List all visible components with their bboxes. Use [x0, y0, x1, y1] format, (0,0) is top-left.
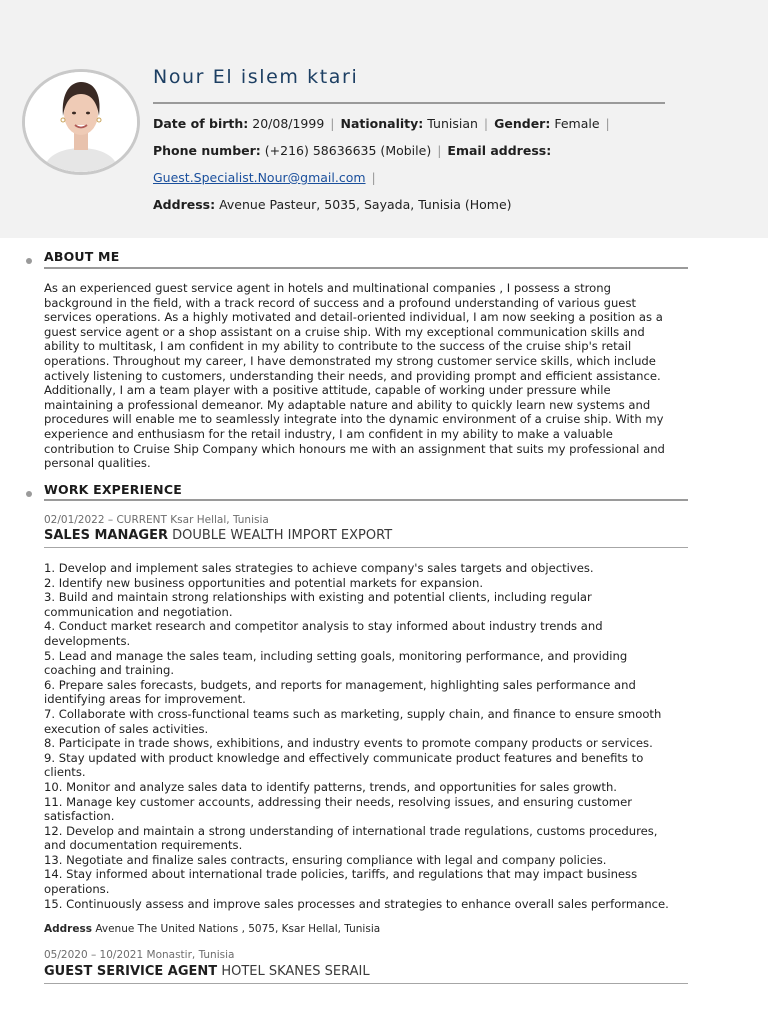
- duty-line: 6. Prepare sales forecasts, budgets, and reports for management, highlighting sales performance and: [44, 677, 636, 692]
- job-divider: [44, 983, 688, 984]
- about-section-title: ABOUT ME: [44, 249, 120, 264]
- duty-line: and documentation requirements.: [44, 838, 243, 853]
- job-company: HOTEL SKANES SERAIL: [221, 964, 370, 979]
- duty-line: 12. Develop and maintain a strong understanding of international trade regulations, customs procedures,: [44, 823, 658, 838]
- dob-label: Date of birth:: [153, 116, 249, 131]
- candidate-name: Nour El islem ktari: [153, 66, 359, 88]
- about-line: procedures will enable me to seamlessly integrate into the dynamic environment of a cruise ship. With my: [44, 412, 664, 427]
- address-label: Address:: [153, 197, 216, 212]
- gender-label: Gender:: [494, 116, 551, 131]
- profile-header: [0, 0, 768, 238]
- phone-value: (+216) 58636635 (Mobile): [264, 143, 432, 158]
- separator: |: [605, 116, 610, 131]
- about-line: guest service agent or a shop assistant on a cruise ship. With my exceptional communication skills and: [44, 324, 645, 339]
- personal-details-row: [153, 116, 616, 131]
- job-role: GUEST SERIVICE AGENT: [44, 964, 218, 979]
- duty-line: 14. Stay informed about international trade policies, tariffs, and regulations that may impact business: [44, 867, 638, 882]
- about-line: personal qualities.: [44, 456, 151, 471]
- duty-line: coaching and training.: [44, 663, 175, 678]
- job-title: [44, 528, 392, 543]
- about-line: maintaining a professional demeanor. My adaptable nature and ability to quickly learn new systems and: [44, 397, 651, 412]
- duty-line: clients.: [44, 765, 86, 780]
- dob-value: 20/08/1999: [252, 116, 325, 131]
- duty-line: 13. Negotiate and finalize sales contracts, ensuring compliance with legal and company policies.: [44, 852, 607, 867]
- about-divider: [44, 267, 688, 269]
- duty-line: 7. Collaborate with cross-functional teams such as marketing, supply chain, and finance to ensure smooth: [44, 706, 662, 721]
- about-line: Additionally, I am a team player with a positive attitude, capable of working under pressure while: [44, 383, 611, 398]
- about-line: actively listening to customers, understanding their needs, and providing prompt and efficient assistance.: [44, 368, 661, 383]
- duty-line: 11. Manage key customer accounts, addressing their needs, resolving issues, and ensuring customer: [44, 794, 632, 809]
- about-line: ability to multitask, I am confident in my ability to contribute to the success of the cruise ship's retail: [44, 339, 632, 354]
- nationality-value: Tunisian: [427, 116, 478, 131]
- duty-line: 8. Participate in trade shows, exhibitions, and industry events to promote company products or services.: [44, 736, 653, 751]
- work-section-title: WORK EXPERIENCE: [44, 482, 182, 497]
- job-dates-location: 02/01/2022 – CURRENT Ksar Hellal, Tunisia: [44, 514, 269, 526]
- job-company: DOUBLE WEALTH IMPORT EXPORT: [172, 528, 393, 543]
- email-link[interactable]: Guest.Specialist.Nour@gmail.com: [153, 170, 366, 185]
- about-line: background in the field, with a track record of success and a profound understanding of various guest: [44, 295, 637, 310]
- separator: |: [437, 143, 442, 158]
- duty-line: satisfaction.: [44, 809, 115, 824]
- nationality-label: Nationality:: [340, 116, 424, 131]
- duty-line: 1. Develop and implement sales strategies to achieve company's sales targets and objectives.: [44, 561, 594, 575]
- duty-line: 2. Identify new business opportunities and potential markets for expansion.: [44, 575, 484, 590]
- profile-photo: [22, 69, 140, 175]
- duty-line: execution of sales activities.: [44, 721, 209, 736]
- duty-line: operations.: [44, 882, 110, 897]
- job-address-value: Avenue The United Nations , 5075, Ksar Hellal, Tunisia: [95, 923, 381, 935]
- portrait-illustration: [25, 72, 137, 172]
- job-address-label: Address: [44, 923, 92, 935]
- job-dates-location: 05/2020 – 10/2021 Monastir, Tunisia: [44, 949, 235, 961]
- gender-value: Female: [554, 116, 600, 131]
- duty-line: identifying areas for improvement.: [44, 692, 246, 707]
- about-line: operations. Throughout my career, I have demonstrated my strong customer service skills, which include: [44, 353, 656, 368]
- duty-line: developments.: [44, 633, 131, 648]
- job-divider: [44, 547, 688, 548]
- name-divider: [153, 102, 665, 104]
- about-line: services operations. As a highly motivated and detail-oriented individual, I am now seeking a position as a: [44, 310, 663, 325]
- about-line: As an experienced guest service agent in hotels and multinational companies , I possess a strong: [44, 281, 611, 295]
- separator: |: [483, 116, 489, 131]
- duty-line: 5. Lead and manage the sales team, including setting goals, monitoring performance, and providing: [44, 648, 628, 663]
- duty-line: 10. Monitor and analyze sales data to identify patterns, trends, and opportunities for sales growth.: [44, 779, 617, 794]
- address-row: [153, 197, 512, 212]
- phone-label: Phone number:: [153, 143, 261, 158]
- duty-line: 4. Conduct market research and competitor analysis to stay informed about industry trends and: [44, 619, 603, 634]
- contact-row: [153, 143, 551, 158]
- job-address: [44, 923, 380, 935]
- duty-line: 3. Build and maintain strong relationships with existing and potential clients, including regular: [44, 590, 592, 605]
- job-role: SALES MANAGER: [44, 528, 168, 543]
- about-line: experience and enthusiasm for the retail industry, I am confident in my ability to make a valuable: [44, 426, 613, 441]
- separator: |: [371, 170, 376, 185]
- work-divider: [44, 499, 688, 501]
- duty-line: 15. Continuously assess and improve sales processes and strategies to enhance overall sales performance.: [44, 896, 669, 911]
- about-text: [44, 281, 692, 471]
- separator: |: [330, 116, 335, 131]
- duty-line: 9. Stay updated with product knowledge and effectively communicate product features and benefits to: [44, 750, 644, 765]
- about-bullet-icon: [26, 258, 32, 264]
- duty-line: communication and negotiation.: [44, 604, 233, 619]
- job-duties-list: [44, 561, 692, 911]
- email-label: Email address:: [447, 143, 552, 158]
- job-title: [44, 964, 370, 979]
- work-bullet-icon: [26, 491, 32, 497]
- address-value: Avenue Pasteur, 5035, Sayada, Tunisia (Home): [219, 197, 512, 212]
- email-row: [153, 170, 382, 185]
- about-line: contribution to Cruise Ship Company which honours me with an assignment that suits my professional and: [44, 441, 665, 456]
